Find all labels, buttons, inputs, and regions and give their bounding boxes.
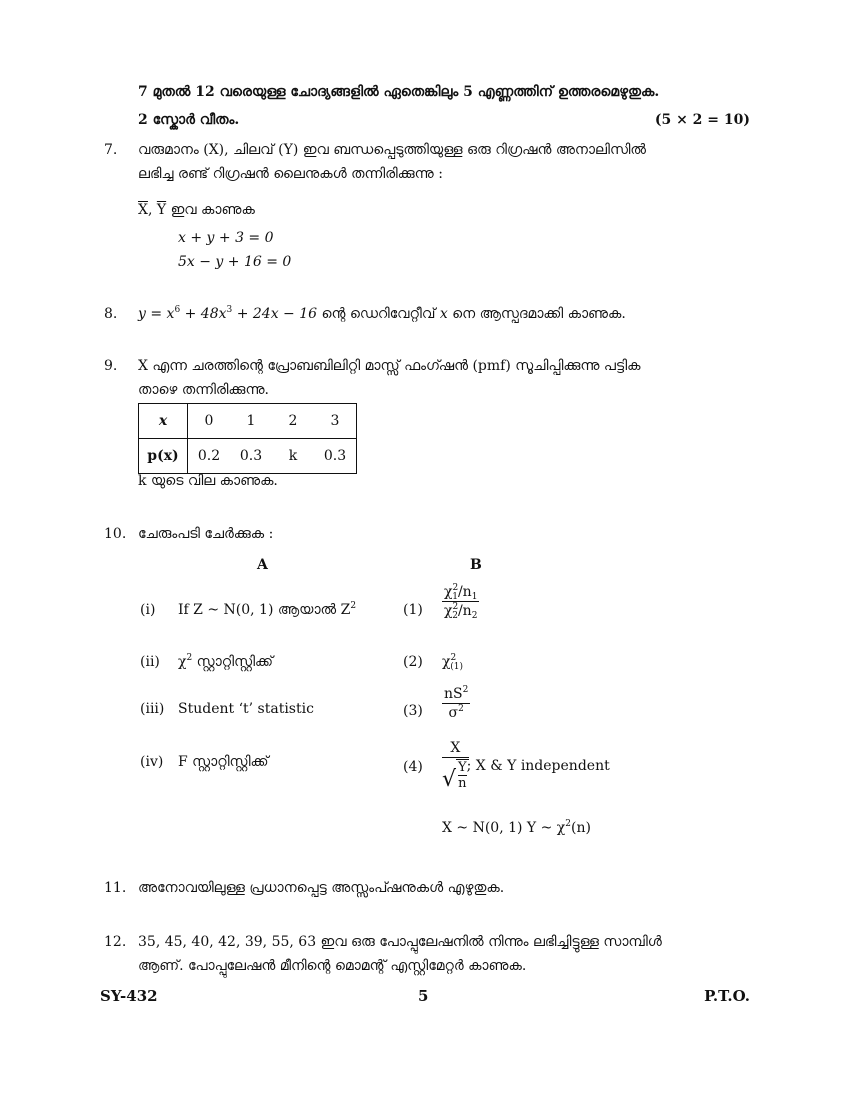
- question-7-find: $\overline{X}$, $\overline{Y}$ ഇവ കാണുക: [138, 202, 255, 218]
- a-item-label: (iii): [140, 701, 165, 717]
- frac-num: X: [442, 740, 469, 758]
- a-item-text: Student ‘t’ statistic: [178, 701, 314, 717]
- frac-num-tail: /n: [457, 584, 472, 600]
- frac-den-tail: /n: [457, 603, 472, 619]
- frac-num-sup: 2: [452, 583, 459, 593]
- note-prefix: X ~ N(0, 1) Y ~ χ: [442, 820, 566, 836]
- question-9-number: 9.: [104, 358, 118, 374]
- b-item-2-sup: 2: [450, 653, 457, 663]
- sqrt-icon: √: [442, 767, 457, 792]
- note-tail: (n): [571, 820, 591, 836]
- root-den: n: [458, 776, 467, 791]
- a-item-1: [140, 598, 357, 622]
- question-7-line-1: വരുമാനം (X), ചിലവ് (Y) ഇവ ബന്ധപ്പെടുത്തിയുള്ള ഒരു റിഗ്രഷൻ അനാലിസിൽ: [138, 142, 646, 158]
- question-10-title: ചേരുംപടി ചേർക്കുക :: [138, 526, 274, 542]
- b-item-2-sub: (1): [450, 662, 463, 672]
- pmf-table: [138, 403, 357, 474]
- b-item-1-label: (1): [403, 602, 423, 618]
- question-9-line-1: X എന്ന ചരത്തിന്റെ പ്രോബബിലിറ്റി മാസ്സ് ഫംഗ്ഷൻ (pmf) സൂചിപ്പിക്കുന്നു പട്ടിക: [138, 358, 641, 374]
- b-item-3-label: (3): [403, 703, 423, 719]
- frac-den: χ: [444, 603, 453, 619]
- regression-equation-1: x + y + 3 = 0: [178, 230, 274, 246]
- pmf-cell: 2: [272, 404, 314, 439]
- frac-num-sup: 2: [462, 685, 469, 695]
- question-12-text: [138, 930, 748, 978]
- frac-den-sub: 2: [452, 611, 458, 621]
- pmf-cell: 1: [230, 404, 272, 439]
- y-bar: $\overline{Y}$: [156, 202, 167, 218]
- marks-allocation: (5 × 2 = 10): [654, 112, 750, 128]
- q8-exp-1: 6: [174, 305, 181, 315]
- frac-num-tail-sub: 1: [471, 592, 478, 602]
- question-8-text: [138, 302, 748, 326]
- question-11-number: 11.: [104, 880, 127, 896]
- a-item-sup: 2: [186, 653, 193, 663]
- pmf-row-x: [139, 404, 357, 439]
- frac-num-sub: 1: [452, 592, 458, 602]
- question-9-line-2: താഴെ തന്നിരിക്കുന്നു.: [138, 382, 269, 398]
- b-item-4-expr: [442, 740, 610, 791]
- a-item-label: (ii): [140, 654, 160, 670]
- b-item-3-fraction: [442, 686, 470, 721]
- question-7-text: [138, 138, 748, 186]
- b-item-2-chi: χ: [442, 654, 451, 670]
- q8-expr-mid-1: + 48x: [180, 306, 227, 322]
- pmf-cell: 0.3: [230, 439, 272, 474]
- note-sup: 2: [565, 819, 572, 829]
- question-12-number: 12.: [104, 934, 127, 950]
- column-b-heading: B: [470, 557, 482, 573]
- b-item-4-label: (4): [403, 759, 423, 775]
- b-item-4-tail: ; X & Y independent: [466, 757, 610, 774]
- a-item-label: (iv): [140, 754, 164, 770]
- q8-expr-mid-2: + 24x − 16: [232, 306, 318, 322]
- page-number: 5: [418, 987, 429, 1005]
- b-item-1-fraction: [442, 584, 479, 619]
- frac-den-sup: 2: [452, 602, 459, 612]
- question-11-text: അനോവയിലുള്ള പ്രധാനപ്പെട്ട അസ്സംപ്ഷനുകൾ എഴുതുക.: [138, 880, 505, 896]
- pto-label: P.T.O.: [704, 987, 750, 1005]
- question-9-text: [138, 354, 748, 402]
- column-a-heading: A: [257, 557, 268, 573]
- instruction-line-2: 2 സ്കോർ വീതം.: [138, 112, 240, 128]
- frac-den-sup: 2: [458, 704, 464, 714]
- a-item-text: χ: [178, 654, 187, 670]
- question-10-number: 10.: [104, 526, 127, 542]
- exam-code: SY-432: [100, 987, 158, 1005]
- q8-exp-2: 3: [226, 305, 233, 315]
- question-9-find: k യുടെ വില കാണുക.: [138, 473, 278, 489]
- pmf-cell: 0: [188, 404, 231, 439]
- a-item-4: [140, 750, 269, 774]
- root-num: Y: [458, 760, 467, 775]
- a-item-tail: സ്റ്റാറ്റിസ്റ്റിക്ക്: [192, 654, 274, 670]
- frac-num: χ: [444, 584, 453, 600]
- pmf-cell: 0.3: [314, 439, 357, 474]
- question-7-find-text: ഇവ കാണുക: [170, 202, 255, 218]
- question-12-line-2: ആണ്. പോപ്പുലേഷൻ മീനിന്റെ മൊമന്റ് എസ്റ്റിമേറ്റർ കാണുക.: [138, 958, 527, 974]
- pmf-header-x: x: [139, 404, 188, 439]
- a-item-2: [140, 650, 274, 674]
- pmf-header-p: p(x): [139, 439, 188, 474]
- a-item-3: [140, 697, 314, 721]
- frac-den-tail-sub: 2: [471, 611, 478, 621]
- q8-text-2: നെ ആസ്പദമാക്കി കാണുക.: [447, 306, 626, 322]
- q8-text: ന്റെ ഡെറിവേറ്റീവ്: [317, 306, 440, 322]
- a-item-sup: 2: [350, 601, 357, 611]
- a-item-text: F സ്റ്റാറ്റിസ്റ്റിക്ക്: [178, 754, 269, 770]
- a-item-text: If Z ~ N(0, 1) ആയാൽ Z: [178, 602, 351, 618]
- frac-num: nS: [444, 686, 463, 702]
- instruction-line-1: 7 മുതൽ 12 വരെയുള്ള ചോദ്യങ്ങളിൽ ഏതെങ്കിലും 5 എണ്ണത്തിന് ഉത്തരമെഴുതുക.: [138, 84, 660, 100]
- pmf-cell: k: [272, 439, 314, 474]
- q8-var: x: [439, 306, 448, 322]
- x-bar: $\overline{X}$: [138, 202, 148, 218]
- regression-equation-2: 5x − y + 16 = 0: [178, 254, 292, 270]
- a-item-label: (i): [140, 602, 156, 618]
- question-7-line-2: ലഭിച്ച രണ്ട് റിഗ്രഷൻ ലൈനുകൾ തന്നിരിക്കുന്നു :: [138, 166, 443, 182]
- b-item-2-label: (2): [403, 654, 423, 670]
- pmf-cell: 3: [314, 404, 357, 439]
- frac-den: σ: [448, 705, 459, 721]
- b-item-2-expr: [442, 650, 463, 674]
- q8-expr-prefix: y = x: [138, 306, 175, 322]
- pmf-cell: 0.2: [188, 439, 231, 474]
- question-8-number: 8.: [104, 306, 118, 322]
- question-12-line-1: 35, 45, 40, 42, 39, 55, 63 ഇവ ഒരു പോപ്പുലേഷനിൽ നിന്നും ലഭിച്ചിട്ടുള്ള സാമ്പിൾ: [138, 934, 662, 950]
- distribution-note: [442, 816, 591, 840]
- question-7-number: 7.: [104, 142, 118, 158]
